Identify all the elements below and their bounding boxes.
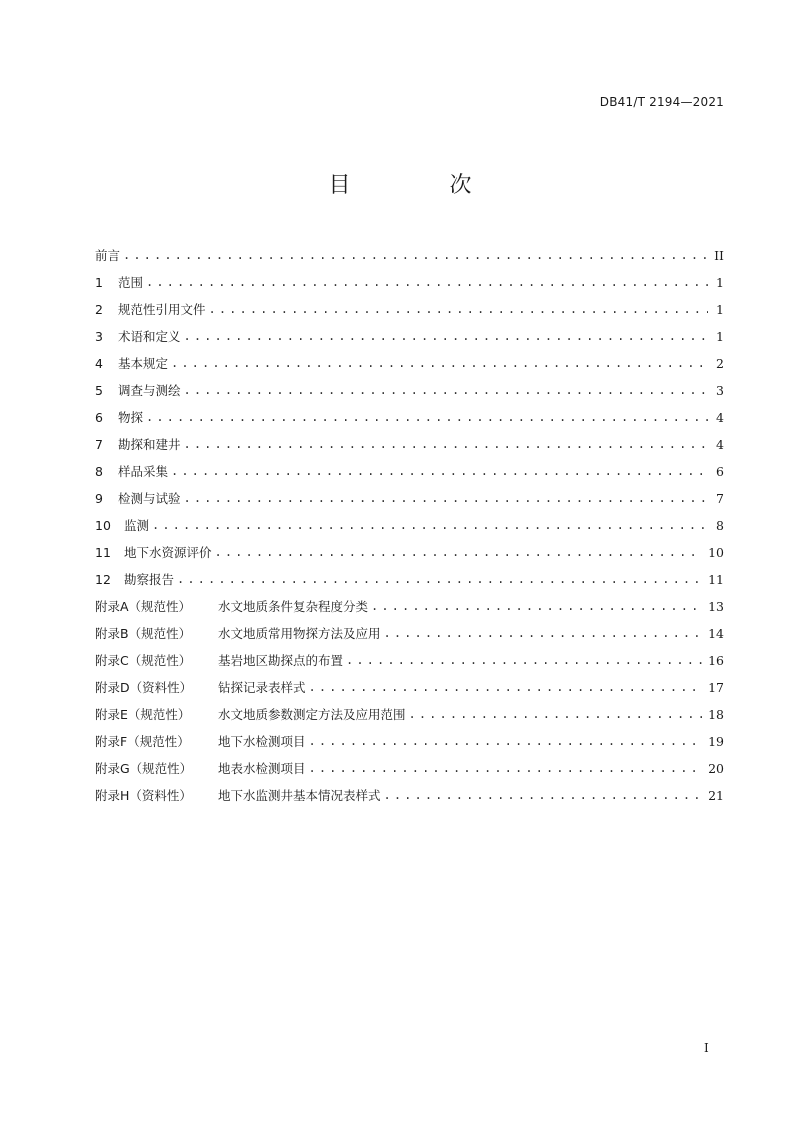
toc-entry-page: 4 (716, 410, 724, 425)
toc-entry[interactable] (95, 296, 724, 323)
toc-entry-page: 7 (716, 491, 724, 506)
standard-code: DB41/T 2194—2021 (599, 95, 724, 109)
toc-entry[interactable] (95, 431, 724, 458)
toc-entry-number: 10 (95, 518, 111, 533)
toc-entry-page: 16 (708, 653, 724, 668)
toc-entry-page: II (714, 248, 724, 263)
toc-dot-leader (171, 350, 708, 377)
toc-entry-number: 2 (95, 302, 103, 317)
toc-entry-page: 13 (708, 599, 724, 614)
toc-entry-page: 4 (716, 437, 724, 452)
toc-entry-number: 3 (95, 329, 103, 344)
toc-entry-label: 地下水资源评价 (124, 545, 212, 560)
toc-entry-number: 5 (95, 383, 103, 398)
toc-appendix-entry[interactable] (95, 593, 724, 620)
toc-entry[interactable] (95, 242, 724, 269)
toc-dot-leader (209, 296, 708, 323)
toc-entry-number: 12 (95, 572, 111, 587)
toc-dot-leader (409, 701, 703, 728)
page-number: I (704, 1041, 709, 1055)
toc-entry[interactable] (95, 512, 724, 539)
toc-entry-label: 勘察报告 (124, 572, 175, 587)
toc-entry-page: 8 (716, 518, 724, 533)
toc-appendix-tag: 附录F（规范性） (95, 734, 190, 749)
toc-dot-leader (215, 539, 703, 566)
toc-entry-label: 地表水检测项目 (218, 761, 306, 776)
toc-entry-label: 规范性引用文件 (118, 302, 206, 317)
toc-dot-leader (171, 458, 708, 485)
toc-dot-leader (146, 269, 708, 296)
toc-dot-leader (184, 323, 708, 350)
toc-entry-page: 11 (708, 572, 724, 587)
toc-entry-number: 9 (95, 491, 103, 506)
toc-appendix-tag: 附录H（资料性） (95, 788, 192, 803)
toc-entry-page: 14 (708, 626, 724, 641)
toc-entry-label: 检测与试验 (118, 491, 181, 506)
toc-entry-label: 调查与测绘 (118, 383, 181, 398)
toc-entry[interactable] (95, 458, 724, 485)
toc-entry-number: 7 (95, 437, 103, 452)
toc-entry[interactable] (95, 350, 724, 377)
toc-entry-label: 范围 (118, 275, 144, 290)
toc-entry-label: 地下水检测项目 (218, 734, 306, 749)
toc-dot-leader (184, 485, 708, 512)
toc-appendix-tag: 附录C（规范性） (95, 653, 192, 668)
toc-entry[interactable] (95, 269, 724, 296)
toc-dot-leader (346, 647, 702, 674)
toc-appendix-tag: 附录B（规范性） (95, 626, 192, 641)
toc-entry-page: 2 (716, 356, 724, 371)
toc-entry[interactable] (95, 485, 724, 512)
toc-appendix-entry[interactable] (95, 755, 724, 782)
toc-entry[interactable] (95, 323, 724, 350)
toc-entry-number: 8 (95, 464, 103, 479)
toc-entry-label: 样品采集 (118, 464, 169, 479)
toc-entry-label: 基岩地区勘探点的布置 (218, 653, 344, 668)
toc-entry-number: 1 (95, 275, 103, 290)
toc-entry-label: 前言 (95, 248, 121, 263)
toc-appendix-entry[interactable] (95, 701, 724, 728)
toc-entry[interactable] (95, 377, 724, 404)
toc-appendix-entry[interactable] (95, 647, 724, 674)
toc-entry-page: 17 (708, 680, 724, 695)
toc-entry[interactable] (95, 404, 724, 431)
toc-dot-leader (184, 377, 708, 404)
toc-dot-leader (152, 512, 708, 539)
toc-entry-label: 水文地质条件复杂程度分类 (218, 599, 369, 614)
toc-entry-label: 监测 (124, 518, 150, 533)
toc-entry-page: 10 (708, 545, 724, 560)
toc-entry-label: 勘探和建井 (118, 437, 181, 452)
toc-entry[interactable] (95, 539, 724, 566)
toc-dot-leader (309, 728, 703, 755)
toc-appendix-entry[interactable] (95, 674, 724, 701)
toc-dot-leader (384, 782, 703, 809)
toc-appendix-tag: 附录G（规范性） (95, 761, 193, 776)
page-title: 目 次 (328, 173, 518, 198)
toc-dot-leader (146, 404, 708, 431)
toc-entry-page: 6 (716, 464, 724, 479)
toc-entry-label: 地下水监测井基本情况表样式 (218, 788, 381, 803)
toc-entry-label: 水文地质参数测定方法及应用范围 (218, 707, 406, 722)
toc-dot-leader (309, 674, 703, 701)
toc-entry-page: 3 (716, 383, 724, 398)
toc-entry-number: 6 (95, 410, 103, 425)
toc-entry-page: 1 (716, 329, 724, 344)
toc-entry-page: 20 (708, 761, 724, 776)
toc-entry-label: 水文地质常用物探方法及应用 (218, 626, 381, 641)
toc-appendix-tag: 附录A（规范性） (95, 599, 192, 614)
toc-entry-label: 物探 (118, 410, 144, 425)
toc-entry-label: 基本规定 (118, 356, 169, 371)
toc-dot-leader (177, 566, 702, 593)
toc-entry-label: 钻探记录表样式 (218, 680, 306, 695)
toc-dot-leader (384, 620, 703, 647)
toc-appendix-entry[interactable] (95, 728, 724, 755)
toc-entry-number: 11 (95, 545, 111, 560)
toc-dot-leader (371, 593, 702, 620)
toc-entry-number: 4 (95, 356, 103, 371)
toc-entry-page: 21 (708, 788, 724, 803)
toc-entry-page: 19 (708, 734, 724, 749)
toc-entry-label: 术语和定义 (118, 329, 181, 344)
toc-dot-leader (123, 242, 708, 269)
toc-entry-page: 1 (716, 302, 724, 317)
toc-entry-page: 1 (716, 275, 724, 290)
toc-dot-leader (184, 431, 708, 458)
toc-dot-leader (309, 755, 703, 782)
table-of-contents (95, 242, 724, 809)
toc-appendix-tag: 附录D（资料性） (95, 680, 193, 695)
toc-appendix-entry[interactable] (95, 782, 724, 809)
toc-entry-page: 18 (708, 707, 724, 722)
toc-appendix-entry[interactable] (95, 620, 724, 647)
toc-appendix-tag: 附录E（规范性） (95, 707, 191, 722)
toc-entry[interactable] (95, 566, 724, 593)
